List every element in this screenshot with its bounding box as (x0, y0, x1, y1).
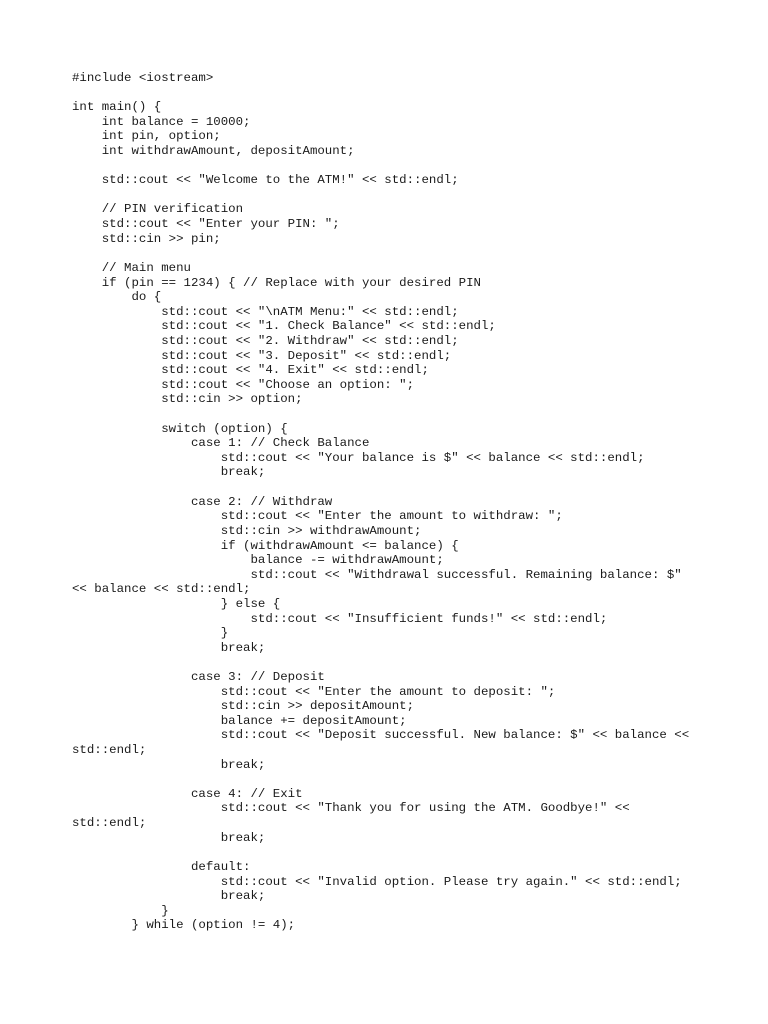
code-line: std::endl; (72, 743, 147, 758)
code-line: std::cout << "Enter the amount to withdraw: "; (72, 509, 563, 524)
code-line: std::cout << "Invalid option. Please try again." << std::endl; (72, 874, 682, 889)
code-line: std::cout << "\nATM Menu:" << std::endl; (72, 304, 459, 319)
code-line: int withdrawAmount, depositAmount; (72, 144, 355, 159)
code-line: std::cout << "2. Withdraw" << std::endl; (72, 333, 459, 348)
code-line: do { (72, 290, 162, 305)
code-line: std::cout << "Welcome to the ATM!" << std::endl; (72, 173, 459, 188)
code-line: balance += depositAmount; (72, 713, 407, 728)
code-line (72, 655, 752, 670)
code-line: std::cout << "3. Deposit" << std::endl; (72, 348, 452, 363)
code-line: break; (72, 640, 266, 655)
code-line: std::endl; (72, 816, 147, 831)
code-line: std::cin >> withdrawAmount; (72, 523, 422, 538)
code-line: if (pin == 1234) { // Replace with your desired PIN (72, 275, 481, 290)
code-line: std::cout << "Withdrawal successful. Remaining balance: $" (72, 567, 682, 582)
code-line: std::cout << "Thank you for using the ATM. Goodbye!" << (72, 801, 630, 816)
code-line: std::cin >> option; (72, 392, 303, 407)
code-line (72, 246, 752, 261)
code-line: // PIN verification (72, 202, 244, 217)
code-line: std::cout << "4. Exit" << std::endl; (72, 363, 429, 378)
code-line: } while (option != 4); (72, 918, 296, 933)
code-line: // Main menu (72, 260, 191, 275)
code-line (72, 86, 752, 101)
code-line: #include <iostream> (72, 71, 214, 85)
code-line: std::cin >> depositAmount; (72, 699, 415, 714)
code-line (72, 407, 752, 422)
code-line: << balance << std::endl; (72, 582, 251, 597)
code-line: } (72, 626, 229, 641)
code-line (72, 188, 752, 203)
code-line: break; (72, 465, 266, 480)
code-line: case 4: // Exit (72, 786, 303, 801)
code-block (72, 71, 752, 933)
code-line: std::cout << "Choose an option: "; (72, 377, 415, 392)
code-line: int main() { (72, 100, 162, 115)
code-line: switch (option) { (72, 421, 288, 436)
code-line (72, 480, 752, 495)
code-line: std::cout << "Deposit successful. New balance: $" << balance << (72, 728, 690, 743)
code-line (72, 159, 752, 174)
code-line: std::cout << "Enter your PIN: "; (72, 217, 340, 232)
code-line: int balance = 10000; (72, 114, 251, 129)
code-line: std::cout << "Enter the amount to deposit: "; (72, 684, 556, 699)
code-line: } (72, 903, 169, 918)
code-line: break; (72, 889, 266, 904)
code-line: balance -= withdrawAmount; (72, 553, 444, 568)
code-line: case 3: // Deposit (72, 669, 325, 684)
code-line (72, 845, 752, 860)
code-line: break; (72, 830, 266, 845)
code-line: break; (72, 757, 266, 772)
code-line (72, 772, 752, 787)
code-line: default: (72, 859, 251, 874)
code-line: case 1: // Check Balance (72, 436, 370, 451)
code-line: if (withdrawAmount <= balance) { (72, 538, 459, 553)
code-line: std::cout << "Your balance is $" << balance << std::endl; (72, 450, 645, 465)
code-line: std::cin >> pin; (72, 231, 221, 246)
code-line: std::cout << "Insufficient funds!" << std::endl; (72, 611, 608, 626)
code-line: std::cout << "1. Check Balance" << std::endl; (72, 319, 496, 334)
code-line: case 2: // Withdraw (72, 494, 333, 509)
code-line: } else { (72, 596, 281, 611)
code-line: int pin, option; (72, 129, 221, 144)
